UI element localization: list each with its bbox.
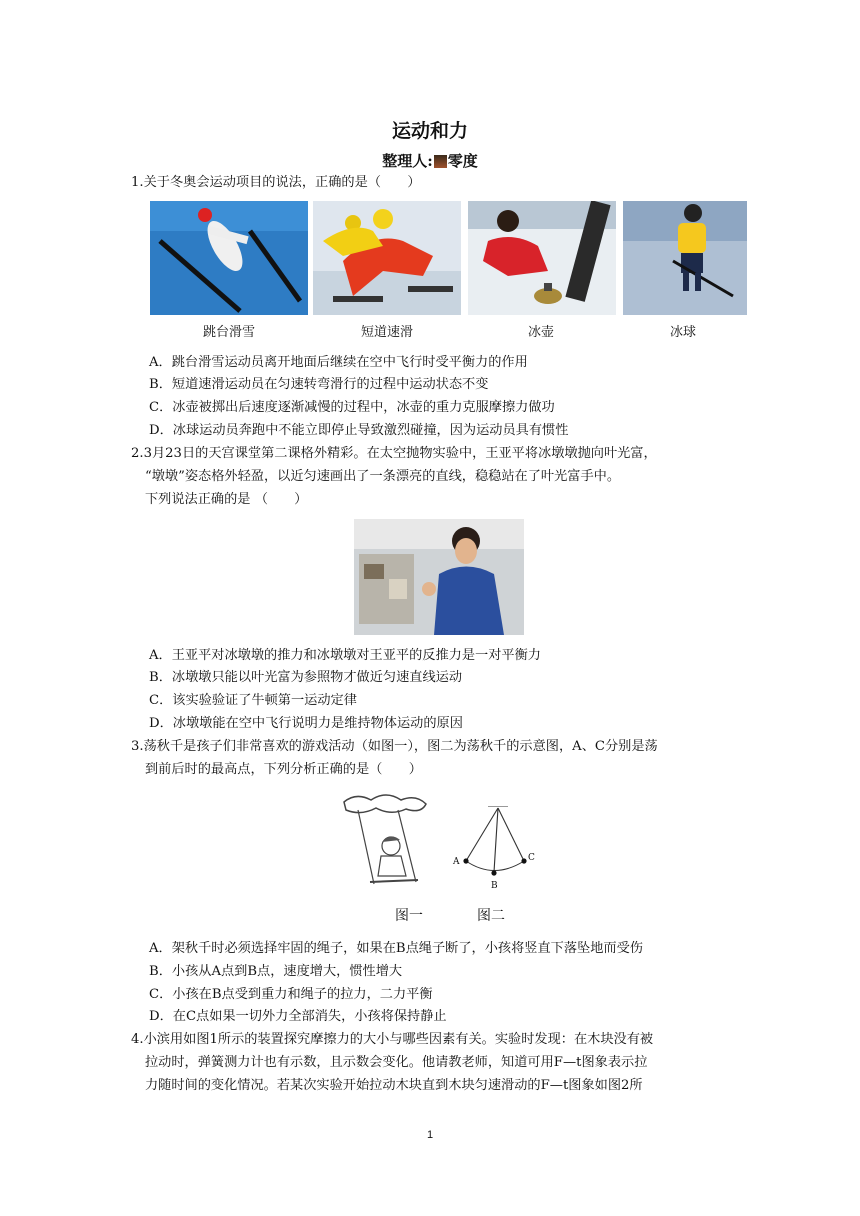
q3-option-c: C．小孩在B点受到重力和绳子的拉力，二力平衡 <box>149 987 433 1002</box>
q3-option-d: D．在C点如果一切外力全部消失，小孩将保持静止 <box>149 1009 447 1024</box>
label-point-c: C <box>528 853 535 863</box>
q2-stem-line-2: “墩墩”姿态格外轻盈，以近匀速画出了一条漂亮的直线，稳稳站在了叶光富手中。 <box>145 469 621 484</box>
q3-option-a: A．架秋千时必须选择牢固的绳子，如果在B点绳子断了，小孩将竖直下落坠地而受伤 <box>149 941 643 956</box>
caption-short-track: 短道速滑 <box>360 325 413 340</box>
q4-stem-line-1: 4.小滨用如图1所示的装置探究摩擦力的大小与哪些因素有关。实验时发现：在木块没有被 <box>131 1032 654 1047</box>
photo-space-station <box>354 519 524 635</box>
caption-figure-1: 图一 <box>395 908 423 924</box>
caption-ice-hockey: 冰球 <box>669 325 696 340</box>
q3-stem-line-2: 到前后时的最高点，下列分析正确的是（ ） <box>145 762 422 777</box>
q3-stem-line-1: 3.荡秋千是孩子们非常喜欢的游戏活动（如图一），图二为荡秋千的示意图，A、C分别是荡 <box>131 739 658 754</box>
label-point-a: A <box>453 857 460 867</box>
caption-ski-jumping: 跳台滑雪 <box>202 325 255 340</box>
page-number: 1 <box>426 1129 434 1141</box>
q1-stem: 1.关于冬奥会运动项目的说法，正确的是（ ） <box>131 175 421 190</box>
caption-figure-2: 图二 <box>477 908 505 924</box>
q3-option-b: B．小孩从A点到B点，速度增大，惯性增大 <box>149 964 403 979</box>
photo-ice-hockey <box>623 201 747 315</box>
page-title: 运动和力 <box>391 120 468 142</box>
q2-option-c: C．该实验验证了牛顿第一运动定律 <box>149 693 357 708</box>
caption-curling: 冰壶 <box>527 325 554 340</box>
compiler-line <box>0 150 860 171</box>
q2-option-a: A．王亚平对冰墩墩的推力和冰墩墩对王亚平的反推力是一对平衡力 <box>149 648 541 663</box>
q2-stem-line-1: 2.3月23日的天宫课堂第二课格外精彩。在太空抛物实验中，王亚平将冰墩墩抛向叶光富， <box>131 446 657 461</box>
compiler-prefix: 整理人: <box>382 152 433 170</box>
compiler-name: 零度 <box>447 152 478 170</box>
figure-swing-diagram <box>448 806 548 896</box>
photo-curling <box>468 201 616 315</box>
q2-stem-line-3: 下列说法正确的是 （ ） <box>145 492 308 507</box>
q4-stem-line-3: 力随时间的变化情况。若某次实验开始拉动木块直到木块匀速滑动的F—t图象如图2所 <box>145 1078 643 1093</box>
photo-short-track <box>313 201 461 315</box>
q2-option-b: B．冰墩墩只能以叶光富为参照物才做近匀速直线运动 <box>149 670 463 685</box>
q2-option-d: D．冰墩墩能在空中飞行说明力是维持物体运动的原因 <box>149 716 463 731</box>
compiler-logo-icon <box>434 155 447 168</box>
photo-ski-jumping <box>150 201 308 315</box>
q1-option-c: C．冰壶被掷出后速度逐渐减慢的过程中，冰壶的重力克服摩擦力做功 <box>149 400 555 415</box>
q1-option-a: A．跳台滑雪运动员离开地面后继续在空中飞行时受平衡力的作用 <box>149 355 528 370</box>
label-point-b: B <box>491 881 498 891</box>
q1-option-b: B．短道速滑运动员在匀速转弯滑行的过程中运动状态不变 <box>149 377 489 392</box>
q1-option-d: D．冰球运动员奔跑中不能立即停止导致激烈碰撞，因为运动员具有惯性 <box>149 423 569 438</box>
q4-stem-line-2: 拉动时，弹簧测力计也有示数，且示数会变化。他请教老师，知道可用F—t图象表示拉 <box>145 1055 648 1070</box>
figure-swing-child <box>336 794 436 894</box>
